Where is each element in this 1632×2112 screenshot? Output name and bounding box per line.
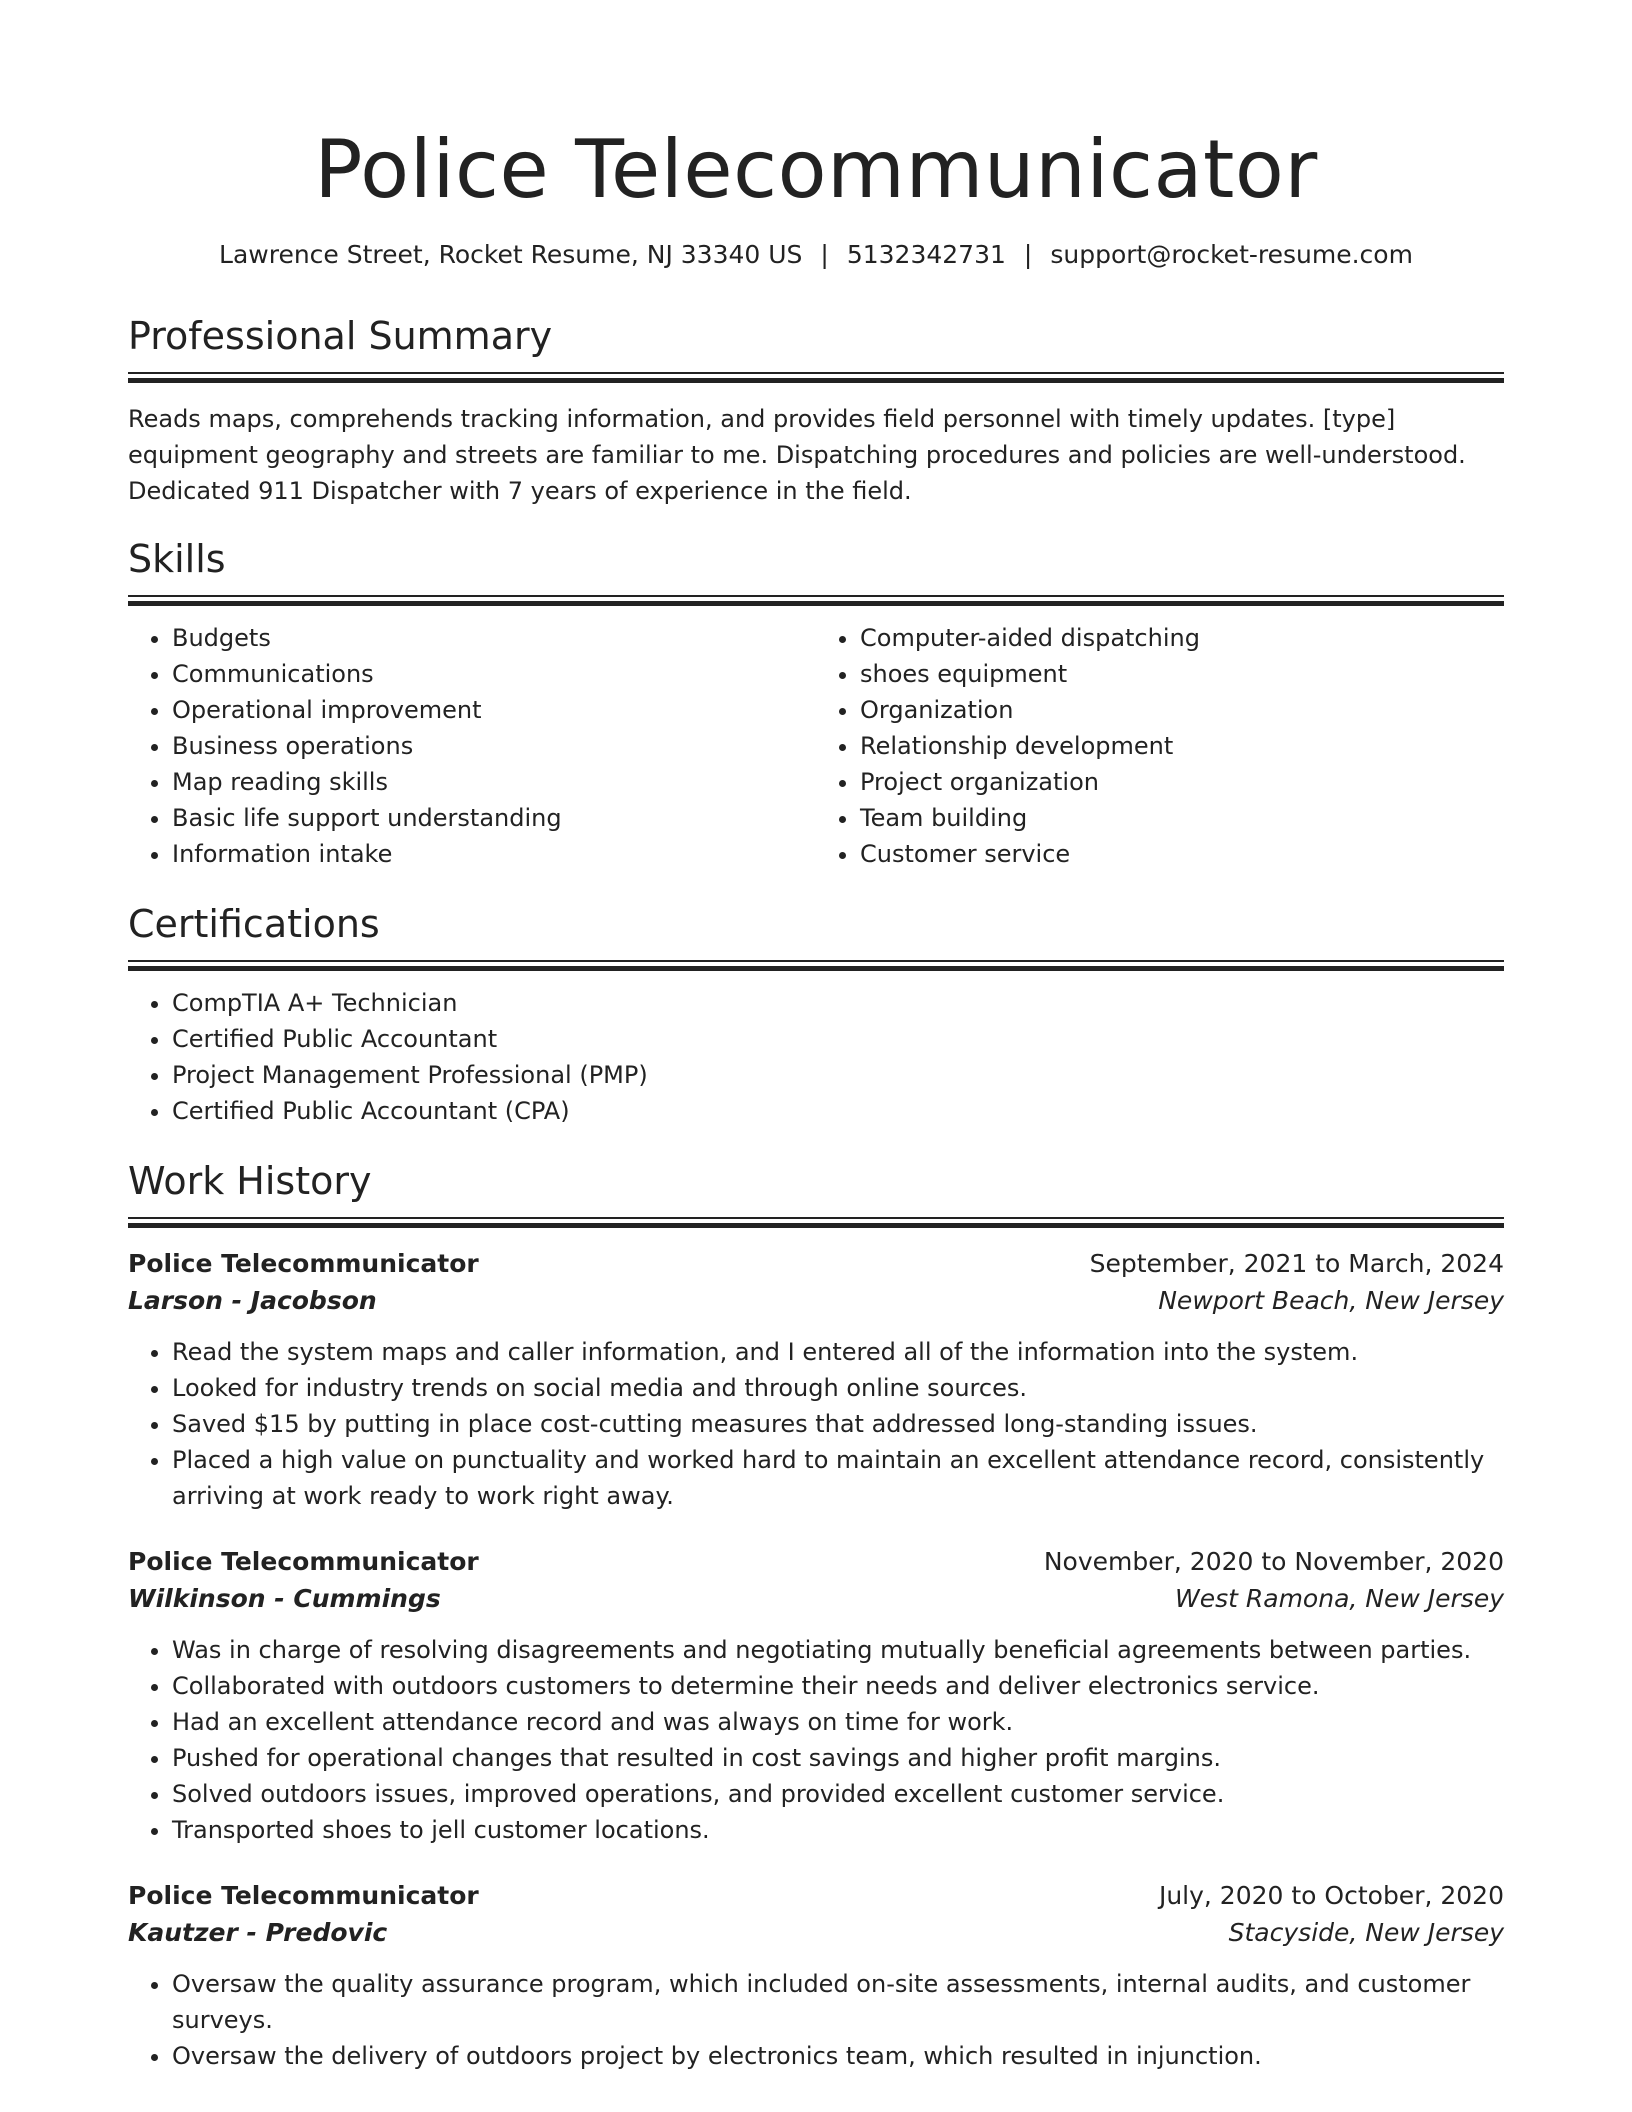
job-dates: July, 2020 to October, 2020 <box>1158 1881 1504 1910</box>
job-bullets <box>128 1334 1504 1514</box>
skill-item: • Operational improvement <box>172 692 816 728</box>
job-bullet: • Had an excellent attendance record and was always on time for work. <box>172 1704 1504 1740</box>
job-bullet: • Oversaw the quality assurance program, which included on-site assessments, internal audits, and customer surveys. <box>172 1966 1504 2038</box>
skill-item: • Organization <box>860 692 1504 728</box>
section-divider <box>128 960 1504 971</box>
job-subheader <box>128 1914 1504 1952</box>
job-location: Stacyside, New Jersey <box>1228 1918 1504 1947</box>
job-location: Newport Beach, New Jersey <box>1158 1286 1504 1315</box>
certification-item: • CompTIA A+ Technician <box>172 985 1504 1021</box>
skills-grid <box>128 620 1504 872</box>
skills-list-right <box>816 620 1504 872</box>
job-header <box>128 1544 1504 1580</box>
skill-item: • Communications <box>172 656 816 692</box>
job-entry <box>128 1246 1504 1514</box>
summary-section <box>128 312 1504 509</box>
certification-item: • Certified Public Accountant <box>172 1021 1504 1057</box>
job-entry <box>128 1544 1504 1848</box>
certifications-section <box>128 900 1504 1129</box>
job-title: Police Telecommunicator <box>128 1547 479 1576</box>
job-entry <box>128 1878 1504 2074</box>
skill-item: • Map reading skills <box>172 764 816 800</box>
section-title-summary: Professional Summary <box>128 314 553 358</box>
job-bullet: • Pushed for operational changes that resulted in cost savings and higher profit margins. <box>172 1740 1504 1776</box>
skills-list-left <box>128 620 816 872</box>
contact-separator: | <box>1023 240 1033 269</box>
skill-item: • Relationship development <box>860 728 1504 764</box>
job-bullet: • Solved outdoors issues, improved operations, and provided excellent customer service. <box>172 1776 1504 1812</box>
job-company: Larson - Jacobson <box>128 1286 377 1315</box>
contact-address: Lawrence Street, Rocket Resume, NJ 33340 US <box>219 240 803 269</box>
job-company: Kautzer - Predovic <box>128 1918 388 1947</box>
job-bullet: • Oversaw the delivery of outdoors project by electronics team, which resulted in injunction. <box>172 2038 1504 2074</box>
section-title-skills: Skills <box>128 537 226 581</box>
skill-item: • Information intake <box>172 836 816 872</box>
job-subheader <box>128 1282 1504 1320</box>
job-title: Police Telecommunicator <box>128 1881 479 1910</box>
certification-item: • Project Management Professional (PMP) <box>172 1057 1504 1093</box>
job-bullet: • Saved $15 by putting in place cost-cutting measures that addressed long-standing issues. <box>172 1406 1504 1442</box>
contact-line <box>128 238 1504 272</box>
job-bullets <box>128 1966 1504 2074</box>
job-bullet: • Read the system maps and caller information, and I entered all of the information into the system. <box>172 1334 1504 1370</box>
job-bullet: • Placed a high value on punctuality and worked hard to maintain an excellent attendance record, consistently arriving at work ready to work right away. <box>172 1442 1504 1514</box>
job-location: West Ramona, New Jersey <box>1175 1584 1504 1613</box>
job-bullet: • Was in charge of resolving disagreements and negotiating mutually beneficial agreements between parties. <box>172 1632 1504 1668</box>
skill-item: • shoes equipment <box>860 656 1504 692</box>
resume-name: Police Telecommunicator <box>314 123 1318 216</box>
skill-item: • Business operations <box>172 728 816 764</box>
skill-item: • Customer service <box>860 836 1504 872</box>
skill-item: • Computer-aided dispatching <box>860 620 1504 656</box>
job-header <box>128 1246 1504 1282</box>
certifications-list <box>128 985 1504 1129</box>
job-title: Police Telecommunicator <box>128 1249 479 1278</box>
skill-item: • Basic life support understanding <box>172 800 816 836</box>
work-history-section <box>128 1157 1504 2074</box>
job-company: Wilkinson - Cummings <box>128 1584 441 1613</box>
job-header <box>128 1878 1504 1914</box>
job-bullet: • Looked for industry trends on social media and through online sources. <box>172 1370 1504 1406</box>
section-title-work-history: Work History <box>128 1159 372 1203</box>
skill-item: • Budgets <box>172 620 816 656</box>
job-subheader <box>128 1580 1504 1618</box>
contact-email: support@rocket-resume.com <box>1050 240 1413 269</box>
section-title-certifications: Certifications <box>128 902 380 946</box>
job-bullets <box>128 1632 1504 1848</box>
job-bullet: • Transported shoes to jell customer locations. <box>172 1812 1504 1848</box>
section-divider <box>128 1217 1504 1228</box>
summary-text: Reads maps, comprehends tracking information, and provides field personnel with timely updates. [type] equipment geography and streets are familiar to me. Dispatching procedures and policies are well-understood. Dedicated 911 Dispatcher with 7 years of experience in the field. <box>128 405 1466 505</box>
section-divider <box>128 372 1504 383</box>
skill-item: • Project organization <box>860 764 1504 800</box>
skills-section <box>128 535 1504 872</box>
job-dates: November, 2020 to November, 2020 <box>1043 1547 1504 1576</box>
certification-item: • Certified Public Accountant (CPA) <box>172 1093 1504 1129</box>
job-bullet: • Collaborated with outdoors customers to determine their needs and deliver electronics service. <box>172 1668 1504 1704</box>
skill-item: • Team building <box>860 800 1504 836</box>
job-dates: September, 2021 to March, 2024 <box>1089 1249 1504 1278</box>
contact-phone: 5132342731 <box>846 240 1006 269</box>
contact-separator: | <box>820 240 829 269</box>
section-divider <box>128 595 1504 606</box>
